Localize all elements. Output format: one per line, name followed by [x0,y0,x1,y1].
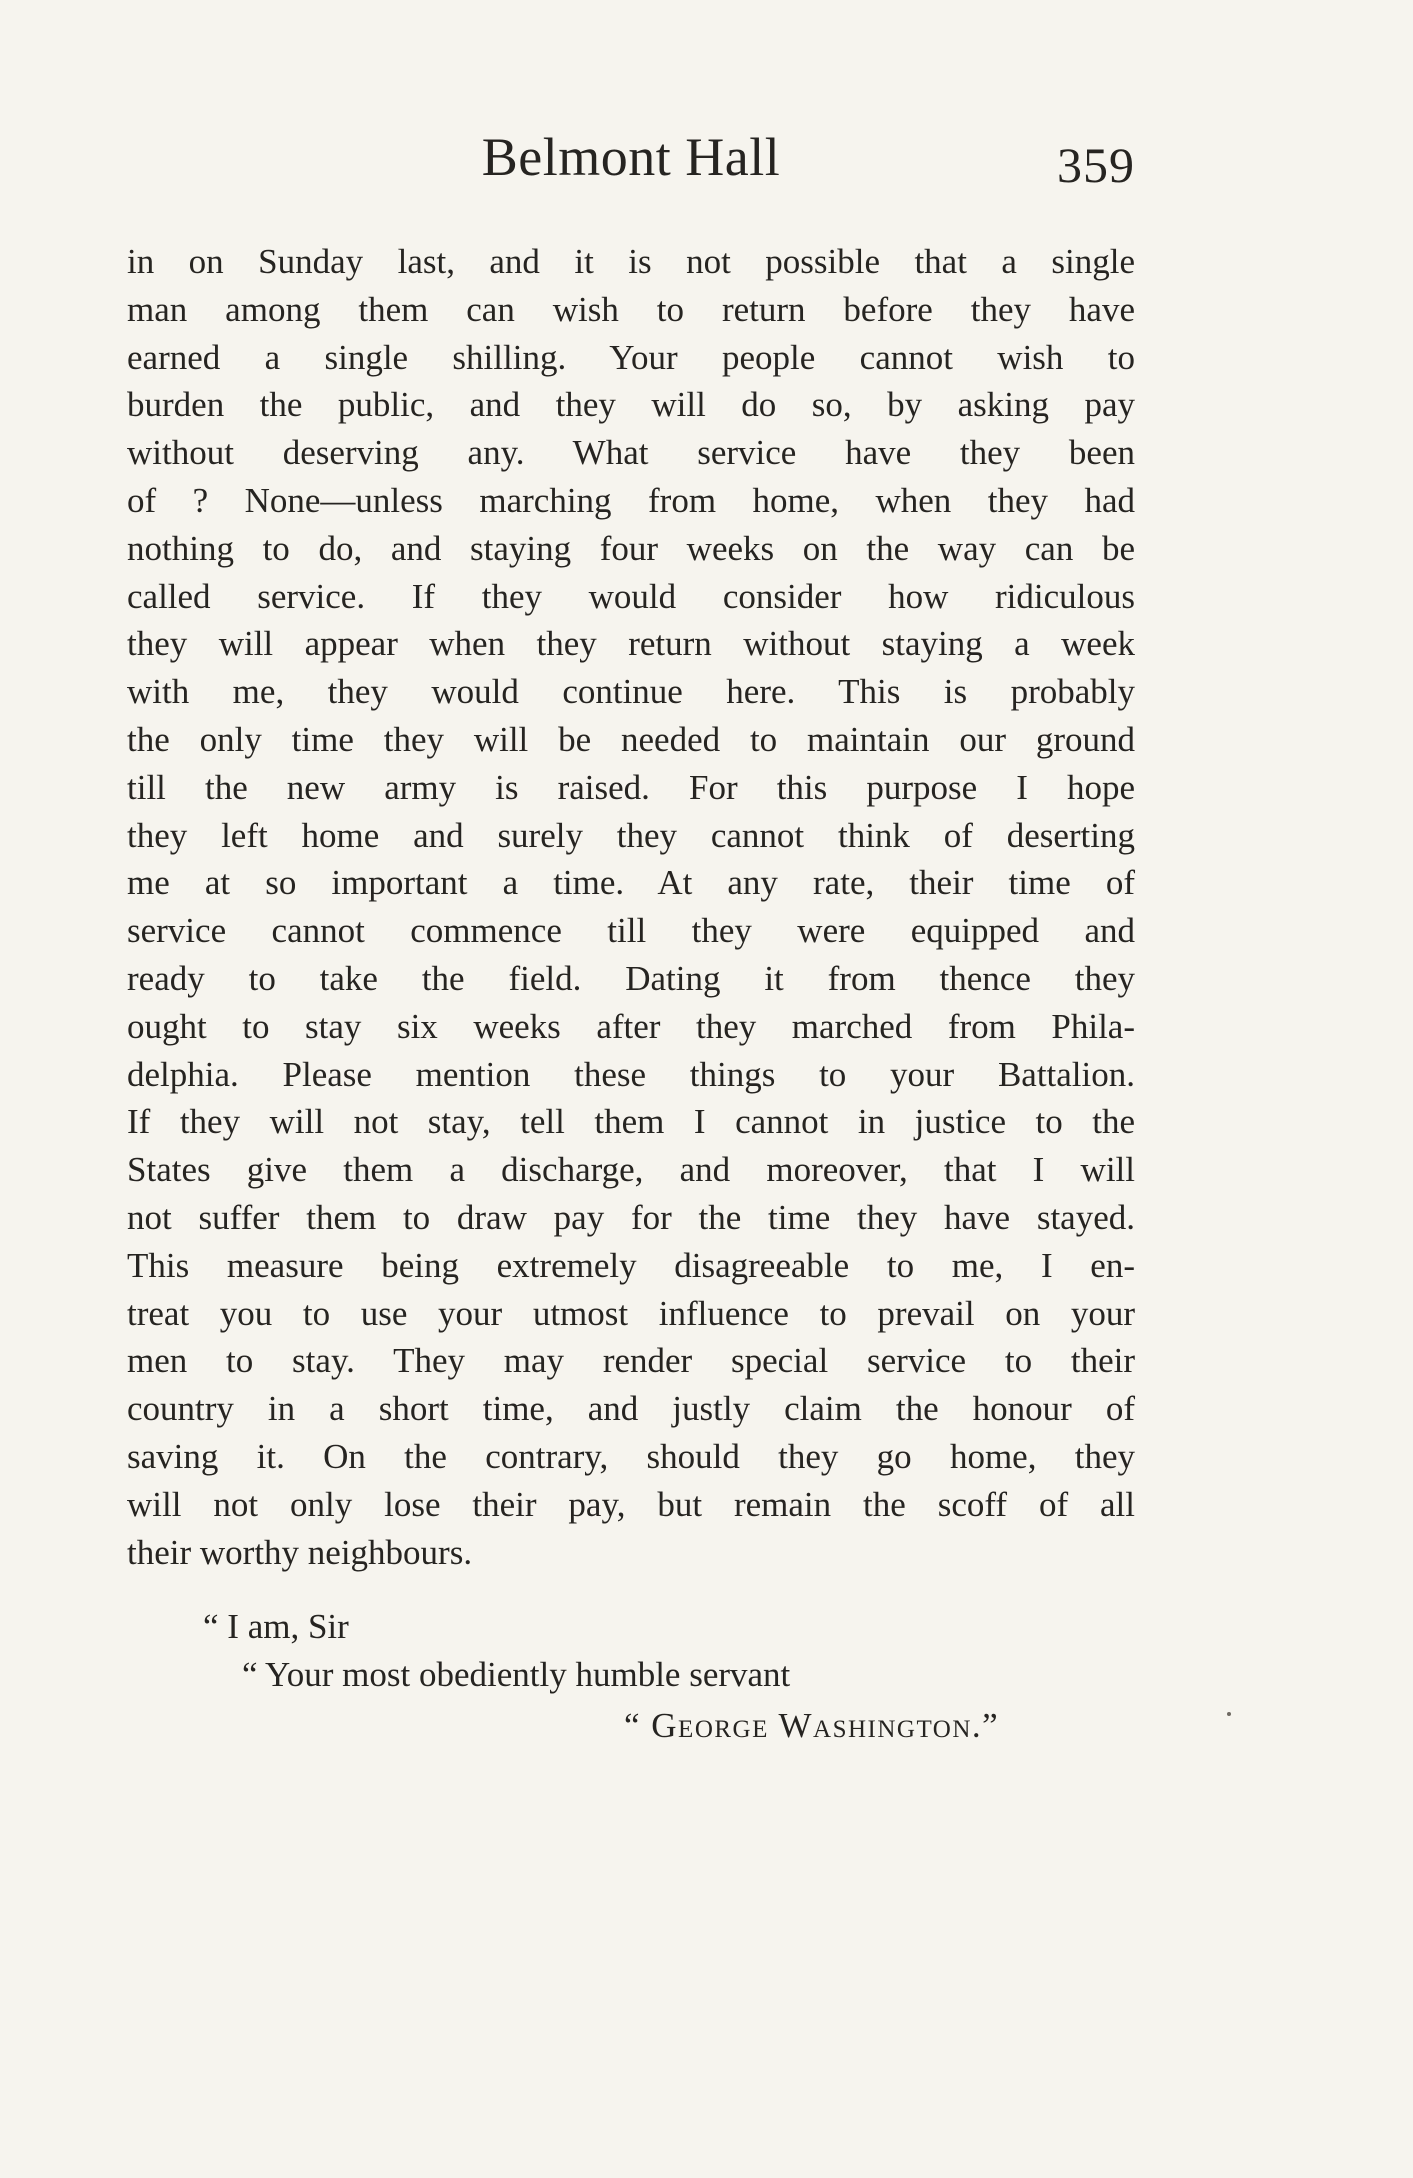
text-line: saving it. On the contrary, should they go home, they [127,1436,1135,1476]
running-head-title: Belmont Hall [481,127,781,187]
text-line: ought to stay six weeks after they marched from Phila- [127,1006,1135,1046]
text-line: they will appear when they return without staying a week [127,624,1135,664]
text-line: not suffer them to draw pay for the time they have stayed. [127,1197,1135,1237]
text-line: their worthy neighbours. [127,1532,473,1572]
text-line: If they will not stay, tell them I cannot in justice to the [127,1102,1135,1142]
text-line: without deserving any. What service have they been [127,433,1135,473]
text-line: This measure being extremely disagreeable to me, I en- [127,1245,1135,1285]
paper-speck [1227,1712,1231,1716]
text-line: men to stay. They may render special service to their [127,1341,1135,1381]
text-line: service cannot commence till they were equipped and [127,911,1135,951]
closing-valediction: “ Your most obediently humble servant [242,1655,791,1694]
signature: “ George Washington.” [624,1706,1000,1745]
text-line: man among them can wish to return before they have [127,289,1135,329]
text-line: with me, they would continue here. This is probably [127,672,1135,712]
text-line: treat you to use your utmost influence to prevail on your [127,1293,1135,1333]
text-line: delphia. Please mention these things to your Battalion. [127,1054,1135,1094]
text-line: nothing to do, and staying four weeks on the way can be [127,528,1135,568]
text-line: ready to take the field. Dating it from thence they [127,958,1135,998]
text-line: the only time they will be needed to maintain our ground [127,719,1135,759]
text-line: earned a single shilling. Your people cannot wish to [127,337,1135,377]
text-line: called service. If they would consider how ridiculous [127,576,1135,616]
text-line: they left home and surely they cannot think of deserting [127,815,1135,855]
text-line: burden the public, and they will do so, by asking pay [127,385,1135,425]
text-line: States give them a discharge, and moreover, that I will [127,1150,1135,1190]
body-text [127,238,1135,1576]
text-line: me at so important a time. At any rate, their time of [127,863,1135,903]
text-line: country in a short time, and justly claim the honour of [127,1389,1135,1429]
text-line: will not only lose their pay, but remain the scoff of all [127,1484,1135,1524]
text-line: till the new army is raised. For this purpose I hope [127,767,1135,807]
closing-salutation: “ I am, Sir [203,1607,349,1646]
text-line: in on Sunday last, and it is not possible that a single [127,242,1135,281]
running-head [127,122,1135,192]
page-number: 359 [1057,137,1135,193]
text-line: of ? None—unless marching from home, when they had [127,480,1135,520]
